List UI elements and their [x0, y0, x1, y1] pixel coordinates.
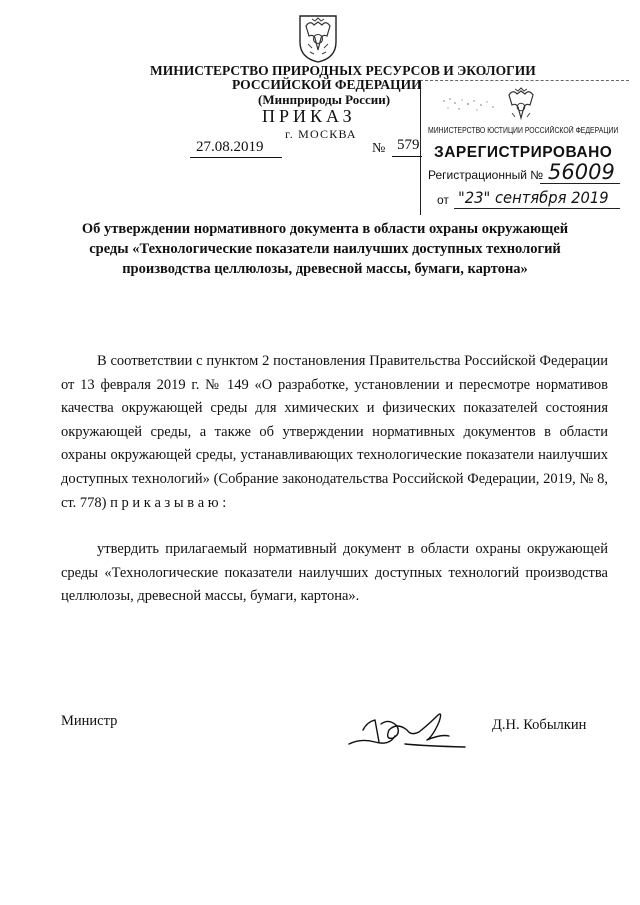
stamp-reg-number-value: 56009 [548, 160, 615, 184]
order-number-underline [392, 156, 422, 157]
ministry-name-line2: РОССИЙСКОЙ ФЕДЕРАЦИИ [232, 77, 422, 92]
stamp-reg-number-underline [540, 183, 620, 184]
signer-name: Д.Н. Кобылкин [492, 717, 587, 733]
handwritten-signature [345, 700, 475, 754]
number-sign: № [372, 141, 386, 156]
stamp-registered-label: ЗАРЕГИСТРИРОВАНО [434, 144, 613, 161]
stamp-reg-number-label: Регистрационный № [428, 168, 544, 182]
order-number: 579 [397, 137, 420, 153]
document-title: Об утверждении нормативного документа в области охраны окружающей среды «Технологические показатели наилучших доступных технологий производства целлюлозы, древесной массы, бумаги, картона» [81, 221, 569, 277]
body-paragraph-1: В соответствии с пунктом 2 постановления Правительства Российской Федерации от 13 февраля 2019 г. № 149 «О разработке, установлении и пересмотре нормативов качества окружающей среды для химических и физических показателей состояния окружающей среды, а также об утверждении нормативных документов в области охраны окружающей среды, устанавливающих технологические показатели наилучших доступных технологий» (Собрание законодательства Российской Федерации, 2019, № 8, ст. 778) п р и к а з ы в а ю : [61, 353, 608, 511]
signer-position: Министр [61, 713, 118, 729]
stamp-reg-date-value: "23" сентября 2019 [458, 188, 609, 207]
order-city: г. МОСКВА [285, 127, 357, 141]
ministry-name-line1: МИНИСТЕРСТВО ПРИРОДНЫХ РЕСУРСОВ И ЭКОЛОГИИ [150, 63, 536, 78]
stamp-noise-decoration [440, 95, 498, 115]
order-date-underline [190, 157, 282, 158]
body-paragraph-2: утвердить прилагаемый нормативный документ в области охраны окружающей среды «Технологические показатели наилучших доступных технологий производства целлюлозы, древесной массы, бумаги, картона». [61, 541, 608, 605]
coat-of-arms-emblem [296, 12, 340, 64]
stamp-date-underline [454, 208, 620, 209]
order-date: 27.08.2019 [196, 139, 264, 155]
order-title: ПРИКАЗ [262, 106, 356, 126]
stamp-coat-of-arms-emblem [503, 86, 539, 126]
stamp-date-label: от [437, 193, 449, 207]
ministry-short-name: (Минприроды России) [258, 92, 391, 107]
stamp-ministry-name: МИНИСТЕРСТВО ЮСТИЦИИ РОССИЙСКОЙ ФЕДЕРАЦИИ [428, 126, 619, 135]
